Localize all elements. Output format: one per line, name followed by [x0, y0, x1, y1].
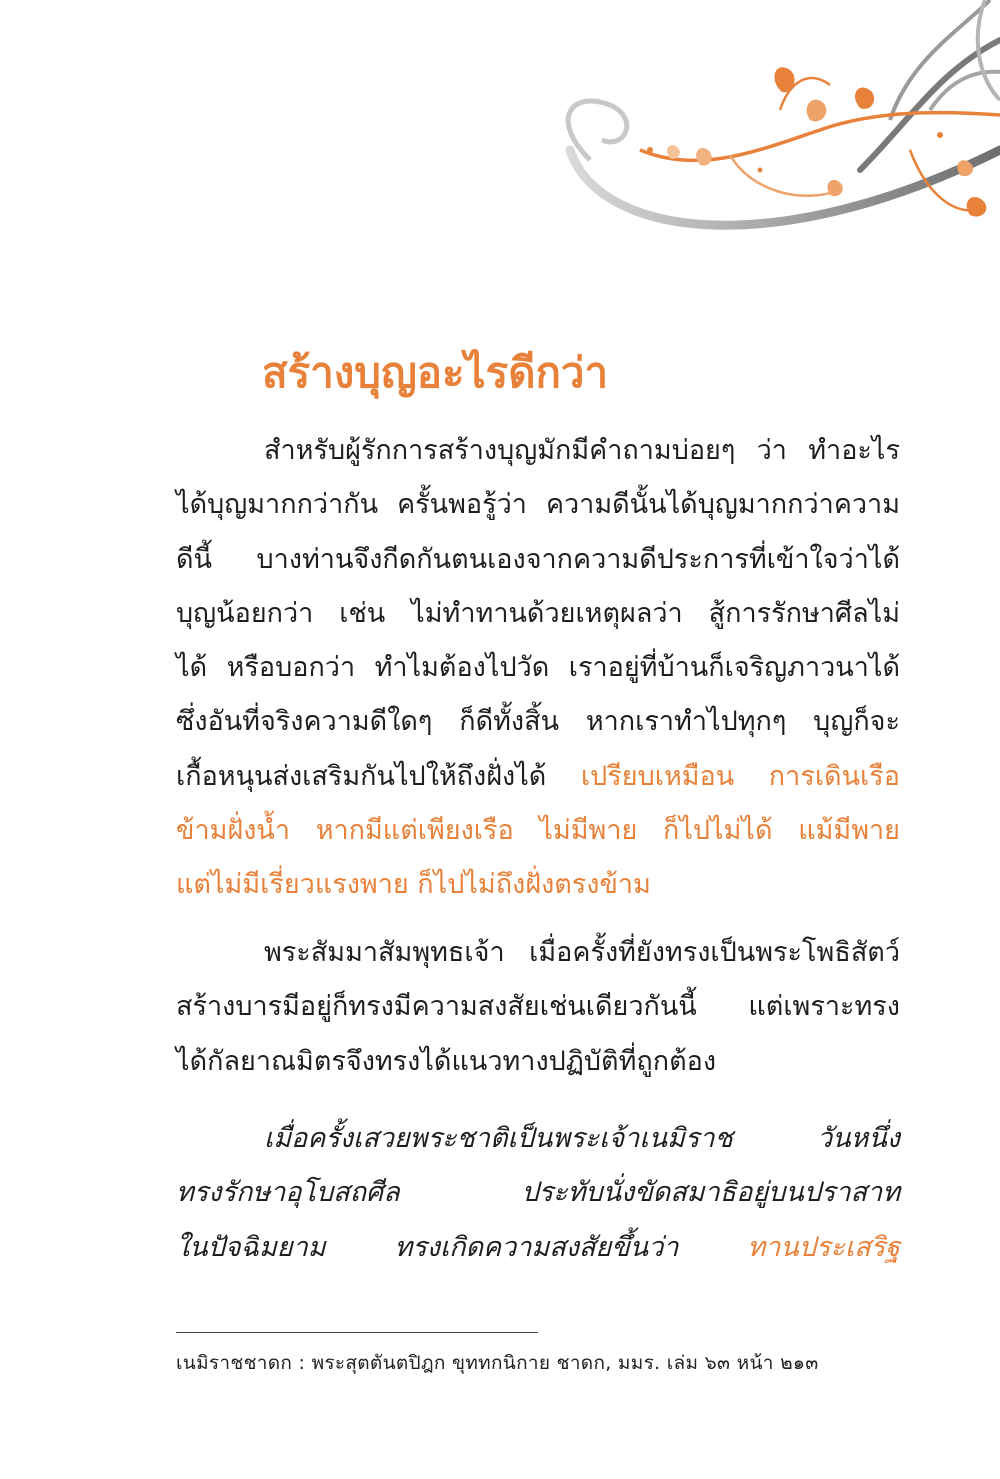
text-line: ได้ หรือบอกว่า ทำไมต้องไปวัด เราอยู่ที่บ้านก็เจริญภาวนาได้ — [176, 652, 900, 684]
text-line: ได้กัลยาณมิตรจึงทรงได้แนวทางปฏิบัติที่ถูกต้อง — [176, 1045, 716, 1077]
text-line: ทรงรักษาอุโบสถศีล ประทับนั่งขัดสมาธิอยู่บนปราสาท — [176, 1177, 900, 1209]
text-line: ได้บุญมากกว่ากัน ครั้นพอรู้ว่า ความดีนั้นได้บุญมากกว่าความ — [176, 489, 900, 521]
text-line: พระสัมมาสัมพุทธเจ้า เมื่อครั้งที่ยังทรงเป็นพระโพธิสัตว์ — [264, 937, 900, 968]
text-line-mixed — [176, 1221, 900, 1275]
paragraph-1 — [176, 424, 900, 913]
footnote-divider — [176, 1332, 538, 1333]
text-line: บุญน้อยกว่า เช่น ไม่ทำทานด้วยเหตุผลว่า สู้การรักษาศีลไม่ — [176, 597, 900, 629]
text-line-mixed — [176, 750, 900, 804]
floral-swirl-ornament — [530, 0, 1000, 270]
text-segment: ในปัจฉิมยาม ทรงเกิดความสงสัยขึ้นว่า — [176, 1231, 748, 1263]
footnote: เนมิราชชาดก : พระสุตตันตปิฎก ขุททกนิกาย ชาดก, มมร. เล่ม ๖๓ หน้า ๒๑๓ — [176, 1352, 819, 1374]
page-title: สร้างบุญอะไรดีกว่า — [262, 348, 609, 397]
text-line: สำหรับผู้รักการสร้างบุญมักมีคำถามบ่อยๆ ว่า ทำอะไร — [264, 435, 900, 466]
highlighted-text: เปรียบเหมือน การเดินเรือ — [580, 760, 900, 792]
paragraph-3 — [176, 1112, 900, 1275]
text-line: ซึ่งอันที่จริงความดีใดๆ ก็ดีทั้งสิ้น หากเราทำไปทุกๆ บุญก็จะ — [176, 706, 900, 738]
text-line: ดีนี้ บางท่านจึงกีดกันตนเองจากความดีประการที่เข้าใจว่าได้ — [176, 543, 900, 575]
text-line: เมื่อครั้งเสวยพระชาติเป็นพระเจ้าเนมิราช วันหนึ่ง — [264, 1123, 900, 1154]
highlighted-text-line: แต่ไม่มีเรี่ยวแรงพาย ก็ไปไม่ถึงฝั่งตรงข้าม — [176, 869, 651, 901]
highlighted-text: ทานประเสริฐ — [747, 1231, 900, 1263]
highlighted-text-line: ข้ามฝั่งน้ำ หากมีแต่เพียงเรือ ไม่มีพาย ก็ไปไม่ได้ แม้มีพาย — [176, 815, 900, 847]
text-segment: เกื้อหนุนส่งเสริมกันไปให้ถึงฝั่งได้ — [176, 760, 581, 792]
text-line: สร้างบารมีอยู่ก็ทรงมีความสงสัยเช่นเดียวกันนี้ แต่เพราะทรง — [176, 991, 900, 1023]
paragraph-2 — [176, 926, 900, 1089]
